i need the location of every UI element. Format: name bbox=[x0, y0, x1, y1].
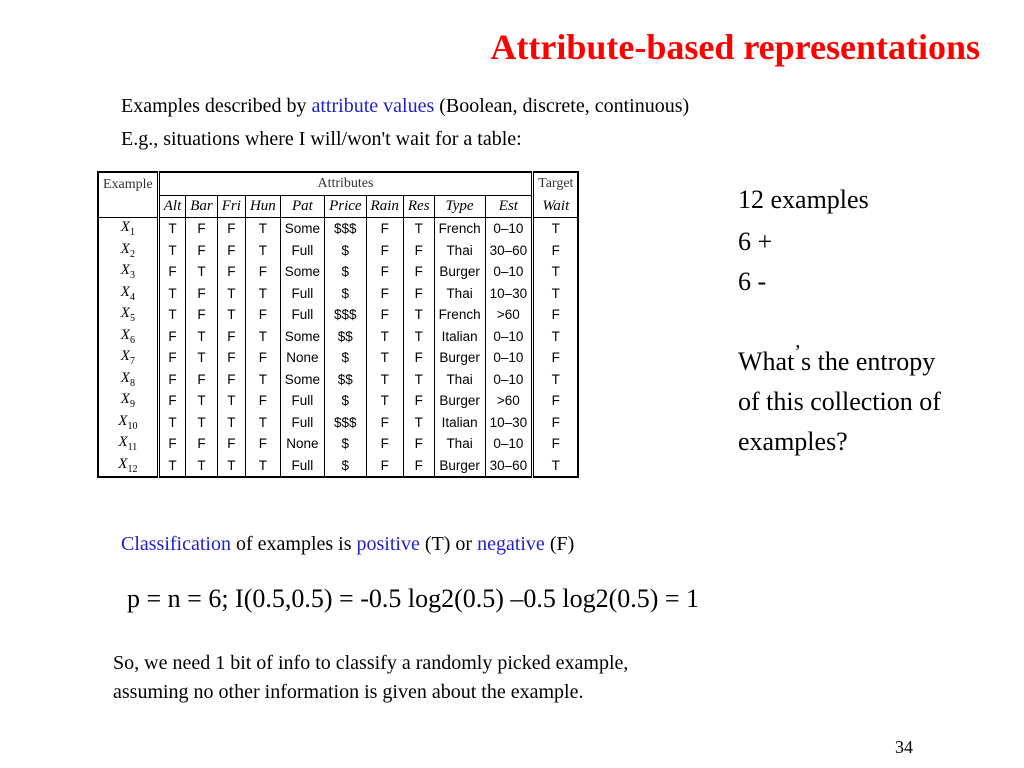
example-id: $X_{12}$ bbox=[118, 455, 138, 475]
target-cell: F bbox=[533, 412, 579, 434]
table-cell: F bbox=[217, 240, 245, 262]
table-cell: Some bbox=[280, 261, 324, 283]
table-body bbox=[98, 218, 578, 478]
table-cell: Some bbox=[280, 369, 324, 391]
table-cell: F bbox=[217, 369, 245, 391]
table-cell: T bbox=[217, 283, 245, 305]
table-cell: F bbox=[403, 390, 434, 412]
table-cell: $ bbox=[325, 240, 366, 262]
table-cell: T bbox=[403, 326, 434, 348]
table-cell: F bbox=[403, 433, 434, 455]
table-cell: Thai bbox=[434, 433, 485, 455]
table-cell: F bbox=[158, 261, 186, 283]
table-cell: F bbox=[366, 455, 403, 478]
table-cell: 10–30 bbox=[485, 283, 533, 305]
table-cell: T bbox=[245, 369, 280, 391]
intro-text-a: Examples described by bbox=[121, 95, 312, 117]
classification-text-c: (F) bbox=[544, 533, 575, 555]
column-header: Price bbox=[325, 195, 366, 218]
column-header: Fri bbox=[217, 195, 245, 218]
table-cell: Thai bbox=[434, 283, 485, 305]
table-cell: None bbox=[280, 347, 324, 369]
table-cell: F bbox=[366, 433, 403, 455]
table-cell: F bbox=[403, 283, 434, 305]
question-line-1: What’s the entropy bbox=[738, 341, 936, 376]
table-cell: T bbox=[403, 412, 434, 434]
restaurant-examples-table bbox=[97, 171, 579, 478]
table-cell: T bbox=[158, 412, 186, 434]
table-cell: 30–60 bbox=[485, 240, 533, 262]
example-id: $X_7$ bbox=[120, 348, 135, 368]
table-cell: F bbox=[217, 261, 245, 283]
table-cell: T bbox=[217, 412, 245, 434]
table-cell: F bbox=[403, 261, 434, 283]
table-cell: $ bbox=[325, 433, 366, 455]
classification-word: Classification bbox=[121, 533, 231, 555]
table-row bbox=[98, 412, 578, 434]
column-header: Rain bbox=[366, 195, 403, 218]
classification-sentence bbox=[121, 533, 574, 556]
question-line-2: of this collection of bbox=[738, 387, 941, 416]
negative-count: 6 - bbox=[738, 267, 767, 296]
target-column-header: Wait bbox=[533, 195, 579, 218]
table-cell: F bbox=[158, 347, 186, 369]
table-cell: F bbox=[186, 218, 218, 240]
table-cell: Full bbox=[280, 304, 324, 326]
table-cell: $$ bbox=[325, 369, 366, 391]
example-id: $X_2$ bbox=[120, 240, 135, 260]
target-cell: F bbox=[533, 304, 579, 326]
classification-text-b: (T) or bbox=[419, 533, 478, 555]
table-cell: >60 bbox=[485, 390, 533, 412]
table-cell: F bbox=[403, 347, 434, 369]
table-cell: 0–10 bbox=[485, 326, 533, 348]
target-cell: F bbox=[533, 433, 579, 455]
table-cell: F bbox=[403, 240, 434, 262]
intro-line-2: E.g., situations where I will/won't wait for a table: bbox=[121, 128, 522, 150]
table-cell: F bbox=[186, 369, 218, 391]
table-cell: T bbox=[158, 304, 186, 326]
table-cell: T bbox=[158, 240, 186, 262]
table-cell: $ bbox=[325, 455, 366, 478]
table-cell: F bbox=[366, 412, 403, 434]
negative-word: negative bbox=[477, 533, 545, 555]
column-header: Pat bbox=[280, 195, 324, 218]
table-cell: T bbox=[186, 455, 218, 478]
example-id: $X_6$ bbox=[120, 326, 135, 346]
table-cell: 0–10 bbox=[485, 261, 533, 283]
example-count: 12 examples bbox=[738, 185, 869, 214]
table-cell: T bbox=[186, 347, 218, 369]
table-cell: 30–60 bbox=[485, 455, 533, 478]
table-cell: T bbox=[158, 283, 186, 305]
table-cell: T bbox=[186, 326, 218, 348]
table-cell: 0–10 bbox=[485, 369, 533, 391]
table-row bbox=[98, 304, 578, 326]
table-cell: T bbox=[403, 304, 434, 326]
table-cell: Burger bbox=[434, 390, 485, 412]
question-line-3: examples? bbox=[738, 427, 848, 456]
table-cell: F bbox=[217, 347, 245, 369]
table-cell: T bbox=[245, 240, 280, 262]
table-cell: None bbox=[280, 433, 324, 455]
target-cell: F bbox=[533, 240, 579, 262]
column-header: Hun bbox=[245, 195, 280, 218]
column-header: Res bbox=[403, 195, 434, 218]
table-cell: Burger bbox=[434, 347, 485, 369]
table-cell: T bbox=[366, 326, 403, 348]
attributes-group-header: Attributes bbox=[158, 172, 532, 195]
group-header-row bbox=[98, 172, 578, 195]
table-cell: Some bbox=[280, 326, 324, 348]
table-row bbox=[98, 240, 578, 262]
table-cell: 0–10 bbox=[485, 347, 533, 369]
table-cell: F bbox=[158, 390, 186, 412]
table-cell: F bbox=[186, 304, 218, 326]
target-cell: T bbox=[533, 261, 579, 283]
table-cell: F bbox=[186, 283, 218, 305]
table-cell: F bbox=[366, 283, 403, 305]
table-cell: $ bbox=[325, 390, 366, 412]
table-cell: $ bbox=[325, 283, 366, 305]
target-cell: F bbox=[533, 390, 579, 412]
table-row bbox=[98, 433, 578, 455]
example-id: $X_4$ bbox=[120, 283, 135, 303]
target-cell: T bbox=[533, 455, 579, 478]
table-row bbox=[98, 369, 578, 391]
table-cell: Full bbox=[280, 240, 324, 262]
table-cell: T bbox=[366, 369, 403, 391]
column-header: Type bbox=[434, 195, 485, 218]
table-cell: F bbox=[158, 369, 186, 391]
target-cell: T bbox=[533, 283, 579, 305]
table-cell: F bbox=[366, 261, 403, 283]
table-cell: Full bbox=[280, 283, 324, 305]
table-cell: F bbox=[245, 433, 280, 455]
slide-title: Attribute-based representations bbox=[490, 27, 980, 67]
target-cell: T bbox=[533, 369, 579, 391]
table-cell: 10–30 bbox=[485, 412, 533, 434]
table-cell: F bbox=[245, 390, 280, 412]
table-cell: F bbox=[158, 326, 186, 348]
intro-text-b: (Boolean, discrete, continuous) bbox=[434, 95, 690, 117]
table-cell: $ bbox=[325, 261, 366, 283]
table-cell: $$$ bbox=[325, 412, 366, 434]
table-row bbox=[98, 283, 578, 305]
table-cell: F bbox=[217, 433, 245, 455]
example-id: $X_9$ bbox=[120, 391, 135, 411]
table-cell: T bbox=[245, 455, 280, 478]
example-id: $X_3$ bbox=[120, 262, 135, 282]
example-group-header: Example bbox=[98, 172, 158, 218]
table-cell: F bbox=[186, 240, 218, 262]
example-id: $X_8$ bbox=[120, 369, 135, 389]
table-cell: T bbox=[403, 369, 434, 391]
target-cell: T bbox=[533, 326, 579, 348]
table-cell: T bbox=[158, 455, 186, 478]
intro-line-1 bbox=[121, 95, 689, 118]
table-cell: T bbox=[403, 218, 434, 240]
table-row bbox=[98, 347, 578, 369]
example-id: $X_{11}$ bbox=[118, 434, 138, 454]
entropy-formula: p = n = 6; I(0.5,0.5) = -0.5 log2(0.5) –0.5 log2(0.5) = 1 bbox=[127, 584, 700, 613]
table-cell: $$ bbox=[325, 326, 366, 348]
table-cell: Thai bbox=[434, 369, 485, 391]
table-cell: Some bbox=[280, 218, 324, 240]
table-cell: $ bbox=[325, 347, 366, 369]
table-cell: T bbox=[245, 412, 280, 434]
table-cell: T bbox=[217, 455, 245, 478]
table-cell: F bbox=[217, 218, 245, 240]
table-cell: F bbox=[403, 455, 434, 478]
table-cell: F bbox=[245, 261, 280, 283]
table-row bbox=[98, 261, 578, 283]
table-row bbox=[98, 455, 578, 478]
table-cell: T bbox=[217, 390, 245, 412]
table-cell: Burger bbox=[434, 261, 485, 283]
table-cell: T bbox=[245, 326, 280, 348]
table-cell: F bbox=[366, 240, 403, 262]
classification-text-a: of examples is bbox=[230, 533, 357, 555]
table-cell: 0–10 bbox=[485, 433, 533, 455]
table-cell: $$$ bbox=[325, 218, 366, 240]
example-id: $X_{10}$ bbox=[118, 412, 138, 432]
column-header: Alt bbox=[158, 195, 186, 218]
table-cell: F bbox=[245, 304, 280, 326]
table-cell: $$$ bbox=[325, 304, 366, 326]
column-header: Bar bbox=[186, 195, 218, 218]
table-cell: T bbox=[245, 283, 280, 305]
table-cell: T bbox=[366, 390, 403, 412]
table-cell: T bbox=[158, 218, 186, 240]
table-cell: Burger bbox=[434, 455, 485, 478]
example-id: $X_1$ bbox=[120, 219, 135, 239]
positive-count: 6 + bbox=[738, 227, 773, 256]
table-cell: Italian bbox=[434, 412, 485, 434]
table-cell: F bbox=[158, 433, 186, 455]
table-cell: T bbox=[245, 218, 280, 240]
question-word: What bbox=[738, 347, 795, 376]
table-cell: Full bbox=[280, 390, 324, 412]
table-cell: French bbox=[434, 304, 485, 326]
positive-word: positive bbox=[356, 533, 420, 555]
question-rest: s the entropy bbox=[800, 347, 936, 376]
intro-highlight: attribute values bbox=[311, 95, 435, 117]
table-cell: 0–10 bbox=[485, 218, 533, 240]
target-group-header: Target bbox=[533, 172, 579, 195]
target-cell: T bbox=[533, 218, 579, 240]
table-cell: Thai bbox=[434, 240, 485, 262]
table-cell: Italian bbox=[434, 326, 485, 348]
table-cell: T bbox=[186, 390, 218, 412]
conclusion-line-2: assuming no other information is given about the example. bbox=[113, 681, 584, 703]
conclusion-line-1: So, we need 1 bit of info to classify a randomly picked example, bbox=[113, 652, 629, 674]
table-cell: F bbox=[366, 304, 403, 326]
table-row bbox=[98, 390, 578, 412]
page-number: 34 bbox=[895, 737, 913, 757]
table-cell: F bbox=[245, 347, 280, 369]
table-cell: F bbox=[366, 218, 403, 240]
table-cell: T bbox=[186, 412, 218, 434]
table-cell: French bbox=[434, 218, 485, 240]
example-id: $X_5$ bbox=[120, 305, 135, 325]
table-cell: T bbox=[217, 304, 245, 326]
column-header-row bbox=[98, 195, 578, 218]
table-cell: Full bbox=[280, 455, 324, 478]
table-cell: F bbox=[217, 326, 245, 348]
target-cell: F bbox=[533, 347, 579, 369]
table-cell: Full bbox=[280, 412, 324, 434]
table-cell: T bbox=[186, 261, 218, 283]
column-header: Est bbox=[485, 195, 533, 218]
table-row bbox=[98, 326, 578, 348]
table-cell: T bbox=[366, 347, 403, 369]
table-cell: >60 bbox=[485, 304, 533, 326]
table-cell: F bbox=[186, 433, 218, 455]
table-row bbox=[98, 218, 578, 240]
